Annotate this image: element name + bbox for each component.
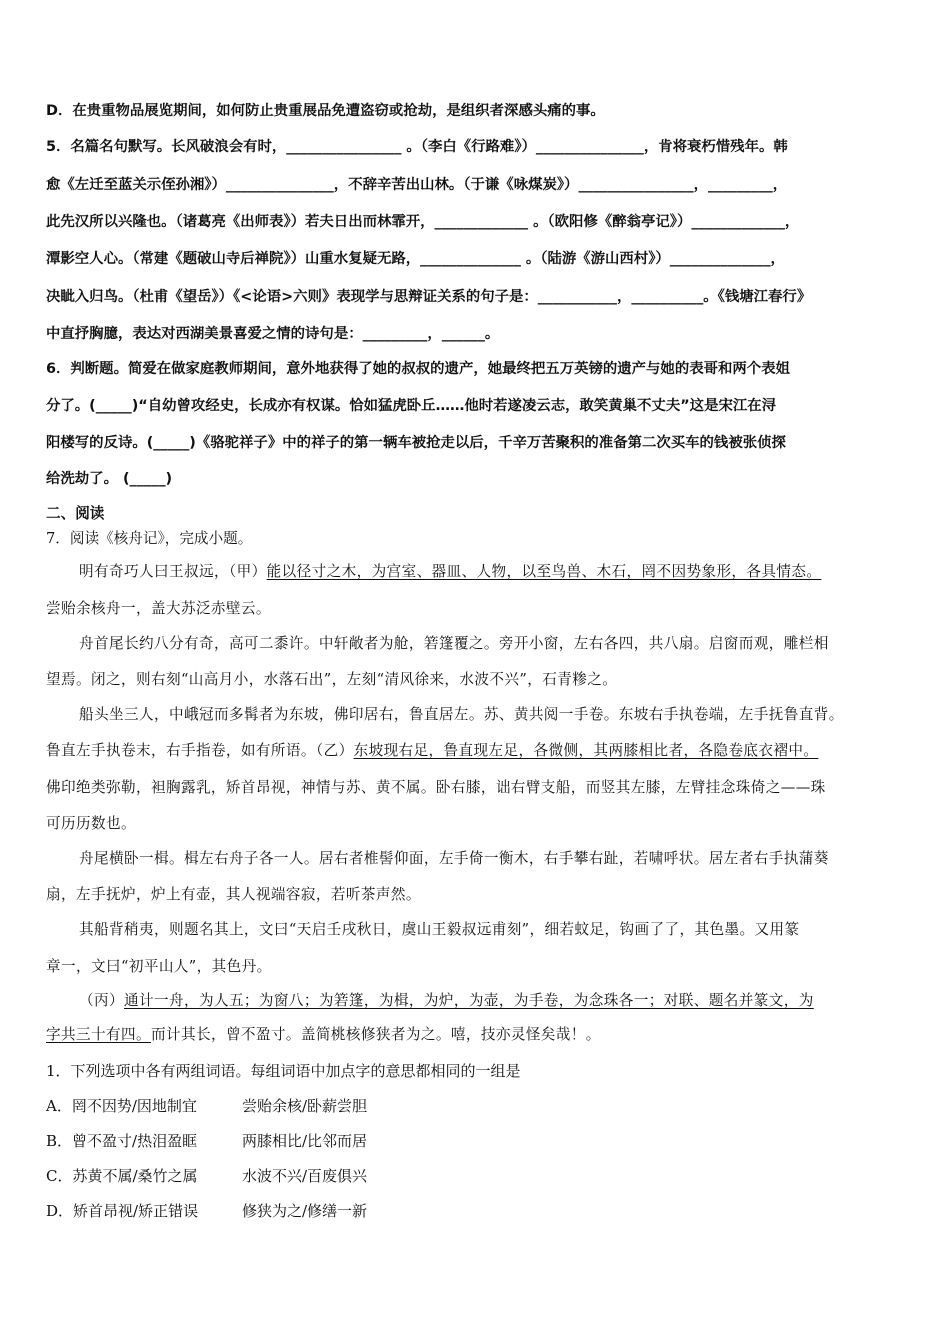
q6-line: 6．判断题。简爱在做家庭教师期间，意外地获得了她的叔叔的遗产，她最终把五万英镑的遗产与她的表哥和两个表姐 — [46, 361, 790, 377]
q5-line: 决眦入归鸟。（杜甫《望岳》）《<论语>六则》表现学与思辩证关系的句子是：___________，__________。《钱塘江春行》 — [46, 289, 812, 305]
passage-line: 舟首尾长约八分有奇，高可二黍许。中轩敞者为舱，箬篷覆之。旁开小窗，左右各四，共八扇。启窗而观，雕栏相 — [79, 635, 829, 652]
passage-line: （丙）通计一舟，为人五；为窗八；为箬篷，为楫，为炉，为壶，为手卷，为念珠各一；对联、题名并篆文，为 — [79, 992, 814, 1009]
choice-a[interactable] — [46, 1096, 367, 1116]
q7-prompt: 7．阅读《核舟记》，完成小题。 — [46, 530, 253, 547]
choice-label: A．罔不因势/因地制宜 — [46, 1097, 197, 1115]
q5-line: 中直抒胸臆，表达对西湖美景喜爱之情的诗句是：_________，______。 — [46, 326, 500, 342]
passage-line: 舟尾横卧一楫。楫左右舟子各一人。居右者椎髻仰面，左手倚一衡木，右手攀右趾，若啸呼状。居左者右手执蒲葵 — [79, 850, 829, 867]
passage-line: 字共三十有四。而计其长，曾不盈寸。盖简桃核修狭者为之。嘻，技亦灵怪矣哉！。 — [46, 1026, 601, 1043]
passage-line: 鲁直左手执卷末，右手指卷，如有所语。（乙）东坡现右足，鲁直现左足，各微侧，其两膝相比者，各隐卷底衣褶中。 — [46, 742, 819, 759]
choice-pair: 两膝相比/比邻而居 — [242, 1132, 368, 1150]
passage-line: 章一，文曰“初平山人”，其色丹。 — [46, 958, 272, 975]
section-heading: 二、阅读 — [46, 505, 105, 522]
q4-option-d: D．在贵重物品展览期间，如何防止贵重展品免遭盗窃或抢劫，是组织者深感头痛的事。 — [46, 103, 605, 119]
q5-line: 此先汉所以兴隆也。（诸葛亮《出师表》）若夫日出而林霏开，_____________ 。（欧阳修《醉翁亭记》）_____________， — [46, 214, 800, 230]
passage-line: 其船背稍夷，则题名其上，文曰“天启壬戌秋日，虞山王毅叔远甫刻”，细若蚊足，钩画了了，其色墨。又用篆 — [79, 921, 800, 938]
passage-line: 望焉。闭之，则右刻“山高月小，水落石出”，左刻“清风徐来，水波不兴”，石青糁之。 — [46, 671, 618, 688]
q5-line: 5．名篇名句默写。长风破浪会有时，________________ 。（李白《行路难》）_______________，肯将衰朽惜残年。韩 — [46, 139, 788, 155]
underlined-sentence-b: 东坡现右足，鲁直现左足，各微侧，其两膝相比者，各隐卷底衣褶中。 — [353, 742, 819, 759]
passage-line: 尝贻余核舟一，盖大苏泛赤壁云。 — [46, 600, 271, 617]
underlined-sentence-c-end: 字共三十有四。 — [46, 1026, 151, 1043]
q5-line: 愈《左迁至蓝关示侄孙湘》）_______________，不辞辛苦出山林。（于谦《咏煤炭》）________________，_________， — [46, 177, 788, 193]
choice-c[interactable] — [46, 1166, 367, 1186]
passage-line: 船头坐三人，中峨冠而多髯者为东坡，佛印居右，鲁直居左。苏、黄共阅一手卷。东坡右手执卷端，左手抚鲁直背。 — [79, 706, 844, 723]
choice-label: C．苏黄不属/桑竹之属 — [46, 1167, 198, 1185]
passage-line: 佛印绝类弥勒，袒胸露乳，矫首昂视，神情与苏、黄不属。卧右膝，诎右臂支船，而竖其左膝，左臂挂念珠倚之——珠 — [46, 779, 826, 796]
choice-label: B．曾不盈寸/热泪盈眶 — [46, 1132, 198, 1150]
choice-d[interactable] — [46, 1201, 367, 1221]
q6-line: 给洗劫了。 (_____) — [46, 471, 173, 487]
q6-line: 分了。(_____)“自幼曾攻经史，长成亦有权谋。恰如猛虎卧丘……他时若遂凌云志，敢笑黄巢不丈夫”这是宋江在浔 — [46, 398, 777, 414]
choice-pair: 水波不兴/百废俱兴 — [242, 1167, 368, 1185]
choice-label: D．矫首昂视/矫正错误 — [46, 1202, 199, 1220]
sub-question-1: 1．下列选项中各有两组词语。每组词语中加点字的意思都相同的一组是 — [46, 1062, 521, 1080]
q5-line: 潭影空人心。（常建《题破山寺后禅院》）山重水复疑无路，______________ 。（陆游《游山西村》）______________， — [46, 251, 785, 267]
passage-line: 可历历数也。 — [46, 815, 136, 832]
q6-line: 阳楼写的反诗。(_____)《骆驼祥子》中的祥子的第一辆车被抢走以后，千辛万苦聚积的准备第二次买车的钱被张侦探 — [46, 435, 786, 451]
underlined-sentence-a: 能以径寸之木，为宫室、器皿、人物，以至鸟兽、木石，罔不因势象形，各具情态。 — [266, 563, 822, 580]
choice-b[interactable] — [46, 1131, 367, 1151]
passage-line: 明有奇巧人曰王叔远，（甲）能以径寸之木，为宫室、器皿、人物，以至鸟兽、木石，罔不因势象形，各具情态。 — [79, 563, 822, 580]
choice-pair: 修狭为之/修缮一新 — [242, 1202, 368, 1220]
underlined-sentence-c: 通计一舟，为人五；为窗八；为箬篷，为楫，为炉，为壶，为手卷，为念珠各一；对联、题名并篆文，为 — [123, 992, 814, 1009]
choice-pair: 尝贻余核/卧薪尝胆 — [242, 1097, 368, 1115]
passage-line: 扇，左手抚炉，炉上有壶，其人视端容寂，若听茶声然。 — [46, 886, 421, 903]
